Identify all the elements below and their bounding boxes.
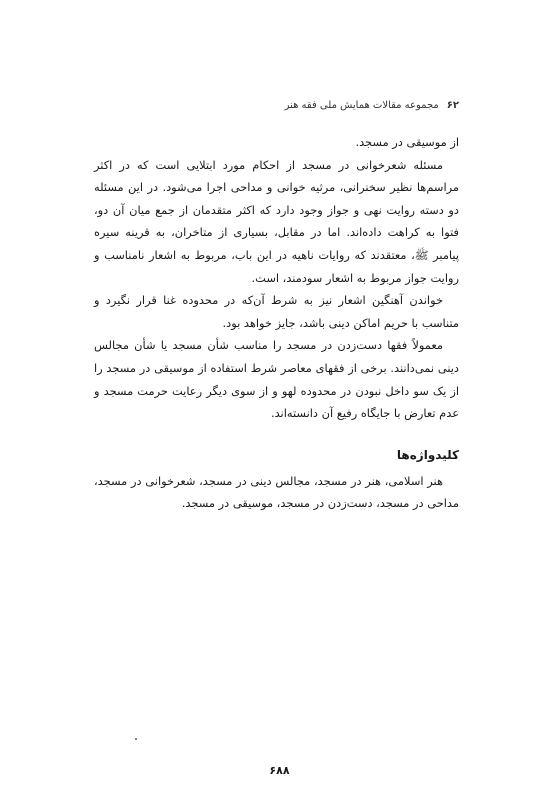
page-number: ۶۸۸ bbox=[269, 764, 290, 777]
running-title: مجموعه مقالات همایش ملی فقه هنر bbox=[284, 100, 439, 111]
paragraph-poetry-recitation: مسئله شعرخوانی در مسجد از احکام مورد ابتلایی است که در اکثر مراسم‌ها نظیر سخنرانی، مرثیه خوانی و مداحی اجرا می‌شود. در این مسئله دو دسته روایت نهی و جواز وجود دارد که اکثر متقدمان از جمع میان آن دو، فتوا به کراهت داده‌اند. اما در مقابل، بسیاری از متاخران، به قرینه سیره پیامبر ﷺ، معتقدند که روایات ناهیه در این باب، مربوط به اشعار نامناسب و روایت جواز مربوط به اشعار سودمند، است. bbox=[94, 157, 459, 285]
page-speck bbox=[135, 738, 137, 740]
running-header bbox=[285, 100, 459, 111]
header-folio: ۶۲ bbox=[446, 100, 459, 111]
keywords-list: هنر اسلامی، هنر در مسجد، مجالس دینی در مسجد، شعرخوانی در مسجد، مداحی در مسجد، دست‌زدن در مسجد، موسیقی در مسجد. bbox=[94, 473, 459, 511]
keywords-heading: کلیدواژه‌ها bbox=[396, 447, 459, 462]
article-body bbox=[94, 131, 459, 515]
paragraph-continuation: از موسیقی در مسجد. bbox=[355, 135, 459, 149]
paragraph-clapping-music: معمولاً فقها دست‌زدن در مسجد را مناسب شأن مسجد یا شأن مجالس دینی نمی‌دانند. برخی از فقهای معاصر شرط استفاده از موسیقی در مسجد را از یک سو داخل نبودن در محدوده لهو و از سوی دیگر رعایت حرمت مسجد و عدم تعارض با جایگاه رفیع آن دانسته‌اند. bbox=[94, 338, 459, 421]
paragraph-melodic-recitation: خواندن آهنگین اشعار نیز به شرط آن‌که در محدوده غنا قرار نگیرد و متناسب با حریم اماکن دینی باشد، جایز خواهد بود. bbox=[94, 293, 459, 330]
